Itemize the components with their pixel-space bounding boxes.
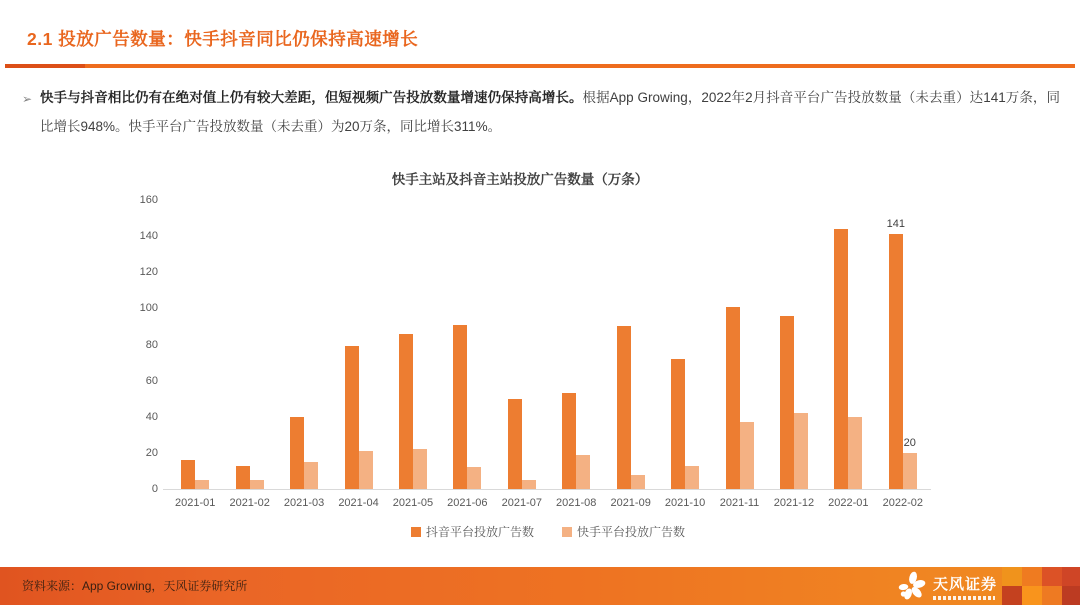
bar-kuaishou-2022-02 <box>903 453 917 489</box>
bar-douyin-2021-04 <box>345 346 359 489</box>
bar-kuaishou-2022-01 <box>848 417 862 489</box>
x-axis-label-2022-02: 2022-02 <box>882 497 923 509</box>
bar-douyin-2022-01 <box>834 229 848 489</box>
x-axis-line <box>163 489 931 490</box>
x-axis-label-2021-12: 2021-12 <box>773 497 815 509</box>
mosaic-pattern <box>1002 567 1080 605</box>
x-axis-label-2021-05: 2021-05 <box>392 497 434 509</box>
y-axis-tick-120: 120 <box>139 266 158 279</box>
title-underline <box>5 64 1075 68</box>
x-axis-label-2021-09: 2021-09 <box>610 497 651 509</box>
bar-kuaishou-2021-06 <box>467 467 481 489</box>
bar-douyin-2021-09 <box>617 326 631 489</box>
bar-douyin-2021-07 <box>508 399 522 489</box>
bar-kuaishou-2021-12 <box>794 413 808 489</box>
x-axis-label-2021-07: 2021-07 <box>501 497 542 509</box>
x-axis-label-2022-01: 2022-01 <box>828 497 869 509</box>
chart-legend <box>0 523 1080 540</box>
mosaic-square <box>1042 586 1062 605</box>
legend-swatch-kuaishou <box>562 527 572 537</box>
bar-kuaishou-2021-07 <box>522 480 536 489</box>
bar-douyin-2021-12 <box>780 316 794 489</box>
bar-kuaishou-2021-01 <box>195 480 209 489</box>
summary-paragraph <box>22 84 1060 141</box>
legend-item-douyin <box>411 523 534 540</box>
x-axis-label-2021-01: 2021-01 <box>175 497 216 509</box>
x-axis-label-2021-08: 2021-08 <box>556 497 597 509</box>
mosaic-square <box>1022 586 1042 605</box>
legend-swatch-douyin <box>411 527 421 537</box>
bar-kuaishou-2021-10 <box>685 466 699 489</box>
mosaic-square <box>1042 567 1062 586</box>
bar-douyin-2021-11 <box>726 307 740 489</box>
bar-kuaishou-2021-04 <box>359 451 373 489</box>
data-label-2022-02-0: 141 <box>886 218 905 231</box>
legend-item-kuaishou <box>562 523 685 540</box>
bar-douyin-2021-06 <box>453 325 467 489</box>
y-axis-tick-20: 20 <box>145 446 158 459</box>
x-axis-label-2021-02: 2021-02 <box>229 497 270 509</box>
y-axis-tick-0: 0 <box>151 483 158 495</box>
x-axis-label-2021-04: 2021-04 <box>338 497 379 509</box>
y-axis-tick-80: 80 <box>145 338 158 351</box>
x-axis-label-2021-06: 2021-06 <box>447 497 488 509</box>
bar-douyin-2021-05 <box>399 334 413 489</box>
logo-text: 天风证券 <box>933 576 998 593</box>
y-axis-tick-60: 60 <box>145 374 158 387</box>
x-axis-label-2021-03: 2021-03 <box>283 497 325 509</box>
bar-kuaishou-2021-09 <box>631 475 645 489</box>
summary-regular-text: 根据App Growing，2022年2月抖音平台广告投放数量（未去重）达141万条，同比增长948%。快手平台广告投放数量（未去重）为20万条，同比增长311%。 <box>40 90 1060 134</box>
bar-kuaishou-2021-03 <box>304 462 318 489</box>
bar-douyin-2021-10 <box>671 359 685 489</box>
bullet-arrow-icon: ➢ <box>22 92 33 106</box>
logo-subtext <box>933 596 995 600</box>
bar-douyin-2021-08 <box>562 393 576 489</box>
mosaic-square <box>1062 586 1080 605</box>
x-axis-label-2021-11: 2021-11 <box>719 497 760 509</box>
x-axis-label-2021-10: 2021-10 <box>664 497 706 509</box>
data-label-2022-02-1: 20 <box>903 436 916 449</box>
page-title: 2.1 投放广告数量：快手抖音同比仍保持高速增长 <box>27 29 419 49</box>
chart-title: 快手主站及抖音主站投放广告数量（万条） <box>391 172 649 187</box>
y-axis-tick-140: 140 <box>139 230 158 243</box>
source-text: 资料来源：App Growing，天风证券研究所 <box>22 579 248 593</box>
bar-douyin-2022-02 <box>889 234 903 489</box>
bar-chart-plot-area <box>168 200 930 489</box>
y-axis-tick-160: 160 <box>139 194 158 206</box>
flower-icon <box>895 570 927 607</box>
legend-label: 抖音平台投放广告数 <box>425 525 534 539</box>
mosaic-square <box>1002 567 1022 586</box>
logo-text-column <box>933 577 997 600</box>
bar-kuaishou-2021-02 <box>250 480 264 489</box>
bar-douyin-2021-02 <box>236 466 250 489</box>
tianfeng-logo <box>895 570 997 607</box>
bar-kuaishou-2021-05 <box>413 449 427 489</box>
bar-douyin-2021-03 <box>290 417 304 489</box>
y-axis-tick-40: 40 <box>145 410 158 423</box>
legend-label: 快手平台投放广告数 <box>577 525 686 539</box>
summary-bold-text: 快手与抖音相比仍有在绝对值上仍有较大差距，但短视频广告投放数量增速仍保持高增长。 <box>40 90 583 105</box>
y-axis-tick-100: 100 <box>139 302 158 315</box>
mosaic-square <box>1002 586 1022 605</box>
bar-kuaishou-2021-11 <box>740 422 754 489</box>
mosaic-square <box>1062 567 1080 586</box>
footer-bar <box>0 567 1080 605</box>
bar-douyin-2021-01 <box>181 460 195 489</box>
mosaic-square <box>1022 567 1042 586</box>
bar-kuaishou-2021-08 <box>576 455 590 489</box>
